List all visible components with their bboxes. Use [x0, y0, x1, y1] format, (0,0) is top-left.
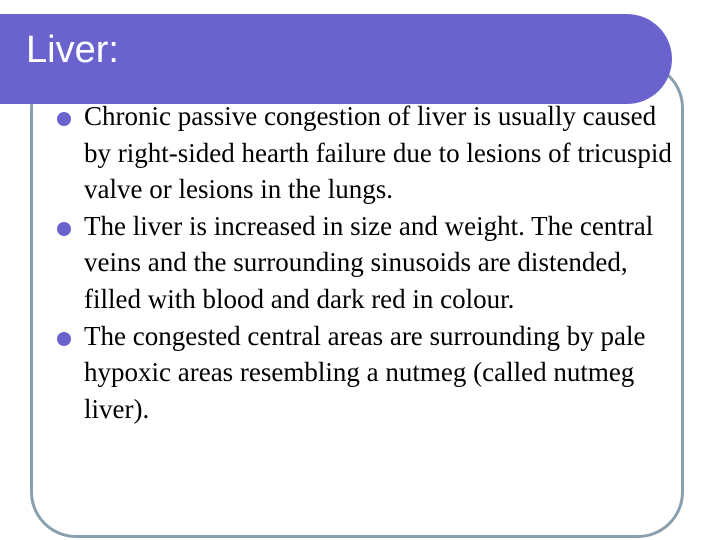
- bullet-text: The congested central areas are surrounding by pale hypoxic areas resembling a nutmeg (called nutmeg liver).: [84, 320, 646, 424]
- bullet-dot-icon: [57, 222, 71, 236]
- slide-title: Liver:: [26, 29, 119, 71]
- bullet-dot-icon: [57, 112, 71, 126]
- bullet-text: Chronic passive congestion of liver is usually caused by right-sided hearth failure due to lesions of tricuspid valve or lesions in the lungs.: [84, 101, 672, 205]
- bullet-text: The liver is increased in size and weight. The central veins and the surrounding sinusoids are distended, filled with blood and dark red in colour.: [84, 210, 654, 314]
- bullet-dot-icon: [57, 332, 71, 346]
- bullet-list: [84, 98, 694, 427]
- bullet-item: [84, 318, 694, 428]
- bullet-item: [84, 208, 694, 318]
- bullet-item: [84, 98, 694, 208]
